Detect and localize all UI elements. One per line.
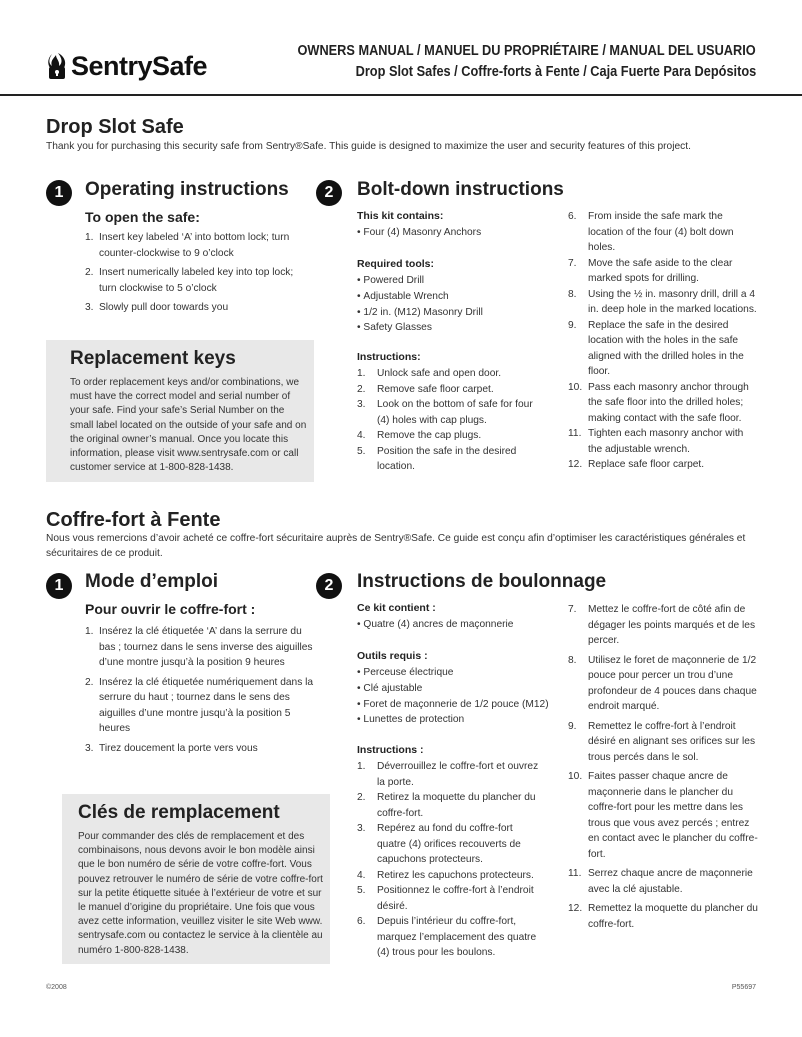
replacement-keys-text: Pour commander des clés de remplacement et des combinaisons, nous devons avoir le bon modèle ainsi que le bon numéro de série de votre coffre-fort. Vous pouvez retrouver le numéro de série de votre coffre-fort sur la petite étiquette située à l’extérieur de votre et sur le manuel d’origine du propriétaire. Une fois que vous avez cette information, veuillez visiter le site Web www. sentrysafe.com ou contactez le service à la clientèle au numéro 1-800-828-1438. bbox=[78, 831, 323, 956]
list-item: 5. Position the safe in the desired location. bbox=[357, 445, 517, 472]
manual-subtitle: Drop Slot Safes / Coffre-forts à Fente / Caja Fuerte Para Depósitos bbox=[355, 64, 756, 80]
list-item: 11. Serrez chaque ancre de maçonnerie avec la clé ajustable. bbox=[568, 868, 753, 895]
list-item: • Safety Glasses bbox=[357, 320, 483, 336]
required-tools-label: Required tools: bbox=[357, 258, 435, 270]
document-code: P55697 bbox=[731, 984, 756, 991]
english-intro: Thank you for purchasing this security safe from Sentry®Safe. This guide is designed to maximize the user and security features of this project. bbox=[46, 141, 691, 152]
bolt-steps-left bbox=[357, 759, 543, 961]
french-section-title: Coffre-fort à Fente bbox=[46, 509, 221, 531]
list-item: 4. Remove the cap plugs. bbox=[357, 430, 482, 441]
brand-logo bbox=[46, 50, 207, 82]
list-item: 8. Using the ½ in. masonry drill, drill a 4 in. deep hole in the marked locations. bbox=[568, 288, 757, 315]
step-number-badge: 1 bbox=[46, 180, 72, 206]
list-item: 4. Retirez les capuchons protecteurs. bbox=[357, 869, 534, 881]
replacement-keys-box bbox=[46, 340, 314, 482]
manual-title: OWNERS MANUAL / MANUEL DU PROPRIÉTAIRE / MANUAL DEL USUARIO bbox=[297, 43, 756, 59]
english-section-title: Drop Slot Safe bbox=[46, 116, 184, 138]
list-item: 1. Insérez la clé étiquetée ‘A’ dans la serrure du bas ; tournez dans le sens inverse des aiguilles d’une montre jusqu’à la position 9 heures bbox=[85, 626, 313, 668]
brand-name: SentrySafe bbox=[71, 50, 208, 81]
step-number-badge: 2 bbox=[316, 180, 342, 206]
list-item: • Clé ajustable bbox=[357, 681, 549, 697]
ouvrir-coffre-steps bbox=[85, 624, 317, 756]
list-item: • Perceuse électrique bbox=[357, 665, 549, 681]
page-header bbox=[0, 0, 802, 96]
bolt-steps-right bbox=[568, 209, 760, 473]
kit-items-list bbox=[357, 225, 481, 241]
list-item: 6. Depuis l’intérieur du coffre-fort, marquez l’emplacement des quatre (4) trous pour les boulons. bbox=[357, 916, 537, 958]
open-safe-steps bbox=[85, 230, 305, 316]
list-item: 10. Faites passer chaque ancre de maçonnerie dans le plancher du coffre-fort pour les mettre dans les trous que vous avez percés ; entrez en contact avec le plancher du coffre-fort. bbox=[568, 771, 758, 860]
replacement-keys-heading: Clés de remplacement bbox=[78, 802, 280, 823]
list-item: 1. Déverrouillez le coffre-fort et ouvrez la porte. bbox=[357, 761, 539, 788]
list-item: 3. Tirez doucement la porte vers vous bbox=[85, 742, 258, 754]
kit-items-list bbox=[357, 617, 513, 633]
list-item: • Lunettes de protection bbox=[357, 712, 549, 728]
list-item: 1. Unlock safe and open door. bbox=[357, 368, 502, 379]
list-item: 3. Look on the bottom of safe for four (4) holes with cap plugs. bbox=[357, 399, 533, 426]
required-tools-list bbox=[357, 273, 483, 336]
french-intro: Nous vous remercions d’avoir acheté ce coffre-fort sécuritaire auprès de Sentry®Safe. Ce guide est conçu afin d’optimiser les caractéristiques générales et sécuritaires de ce produit. bbox=[46, 533, 746, 559]
ouvrir-coffre-subheading: Pour ouvrir le coffre-fort : bbox=[85, 601, 256, 617]
replacement-keys-heading: Replacement keys bbox=[70, 348, 236, 369]
instructions-label: Instructions : bbox=[357, 744, 424, 756]
list-item: 6. From inside the safe mark the location of the four (4) bolt down holes. bbox=[568, 211, 734, 253]
list-item: 9. Remettez le coffre-fort à l’endroit désiré en alignant ses orifices sur les trous percés dans le sol. bbox=[568, 720, 756, 763]
required-tools-list bbox=[357, 665, 549, 728]
instructions-label: Instructions: bbox=[357, 351, 421, 363]
list-item: 2. Retirez la moquette du plancher du coffre-fort. bbox=[357, 792, 536, 819]
boulonnage-heading: Instructions de boulonnage bbox=[357, 571, 607, 592]
required-tools-label: Outils requis : bbox=[357, 650, 428, 662]
list-item: 10. Pass each masonry anchor through the safe floor into the drilled holes; making contact with the safe floor. bbox=[568, 381, 749, 424]
kit-contains-label: This kit contains: bbox=[357, 210, 444, 222]
mode-emploi-heading: Mode d’emploi bbox=[85, 571, 218, 592]
list-item: • Adjustable Wrench bbox=[357, 289, 483, 305]
list-item: 12. Replace safe floor carpet. bbox=[568, 459, 705, 470]
list-item: 8. Utilisez le foret de maçonnerie de 1/2 pouce pour percer un trou d’une profondeur de 4 pouces dans chaque endroit marqué. bbox=[568, 654, 757, 712]
list-item: 3. Slowly pull door towards you bbox=[85, 302, 229, 313]
flame-lock-icon bbox=[46, 52, 68, 80]
list-item: • Quatre (4) ancres de maçonnerie bbox=[357, 617, 513, 633]
open-safe-subheading: To open the safe: bbox=[85, 209, 200, 225]
list-item: 2. Insérez la clé étiquetée numériquement dans la serrure du haut ; tournez dans le sens des aiguilles d’une montre jusqu’à la position 5 heures bbox=[85, 676, 314, 734]
list-item: • Powered Drill bbox=[357, 273, 483, 289]
list-item: 7. Mettez le coffre-fort de côté afin de dégager les points marqués et de les percer. bbox=[568, 604, 756, 646]
kit-contains-label: Ce kit contient : bbox=[357, 602, 436, 614]
copyright: ©2008 bbox=[46, 984, 67, 991]
list-item: 3. Repérez au fond du coffre-fort quatre (4) orifices recouverts de capuchons protecteurs. bbox=[357, 823, 521, 865]
list-item: • Four (4) Masonry Anchors bbox=[357, 225, 481, 241]
list-item: 2. Insert numerically labeled key into top lock; turn clockwise to 5 o’clock bbox=[85, 267, 294, 294]
list-item: 5. Positionnez le coffre-fort à l’endroit désiré. bbox=[357, 885, 534, 912]
bolt-steps-left bbox=[357, 366, 537, 475]
step-number-badge: 1 bbox=[46, 573, 72, 599]
list-item: 12. Remettez la moquette du plancher du coffre-fort. bbox=[568, 903, 758, 930]
list-item: 1. Insert key labeled ‘A’ into bottom lock; turn counter-clockwise to 9 o’clock bbox=[85, 232, 290, 259]
replacement-keys-text: To order replacement keys and/or combinations, we must have the correct model and serial number of your safe. Find your safe’s Serial Number on the small label located on the outside of your safe and on the original owner’s manual. Once you locate this information, please visit www.sentrysafe.com or call customer service at 1-800-828-1438. bbox=[70, 377, 307, 474]
list-item: 9. Replace the safe in the desired location with the holes in the safe aligned with the drilled holes in the floor. bbox=[568, 319, 744, 377]
replacement-keys-box bbox=[62, 794, 330, 964]
step-number-badge: 2 bbox=[316, 573, 342, 599]
list-item: • Foret de maçonnerie de 1/2 pouce (M12) bbox=[357, 697, 549, 713]
list-item: 2. Remove safe floor carpet. bbox=[357, 383, 494, 395]
list-item: 7. Move the safe aside to the clear marked spots for drilling. bbox=[568, 257, 733, 284]
bolt-steps-right bbox=[568, 602, 760, 932]
bolt-down-heading: Bolt-down instructions bbox=[357, 179, 564, 200]
list-item: • 1/2 in. (M12) Masonry Drill bbox=[357, 305, 483, 321]
operating-instructions-heading: Operating instructions bbox=[85, 179, 289, 200]
list-item: 11. Tighten each masonry anchor with the adjustable wrench. bbox=[568, 428, 744, 455]
